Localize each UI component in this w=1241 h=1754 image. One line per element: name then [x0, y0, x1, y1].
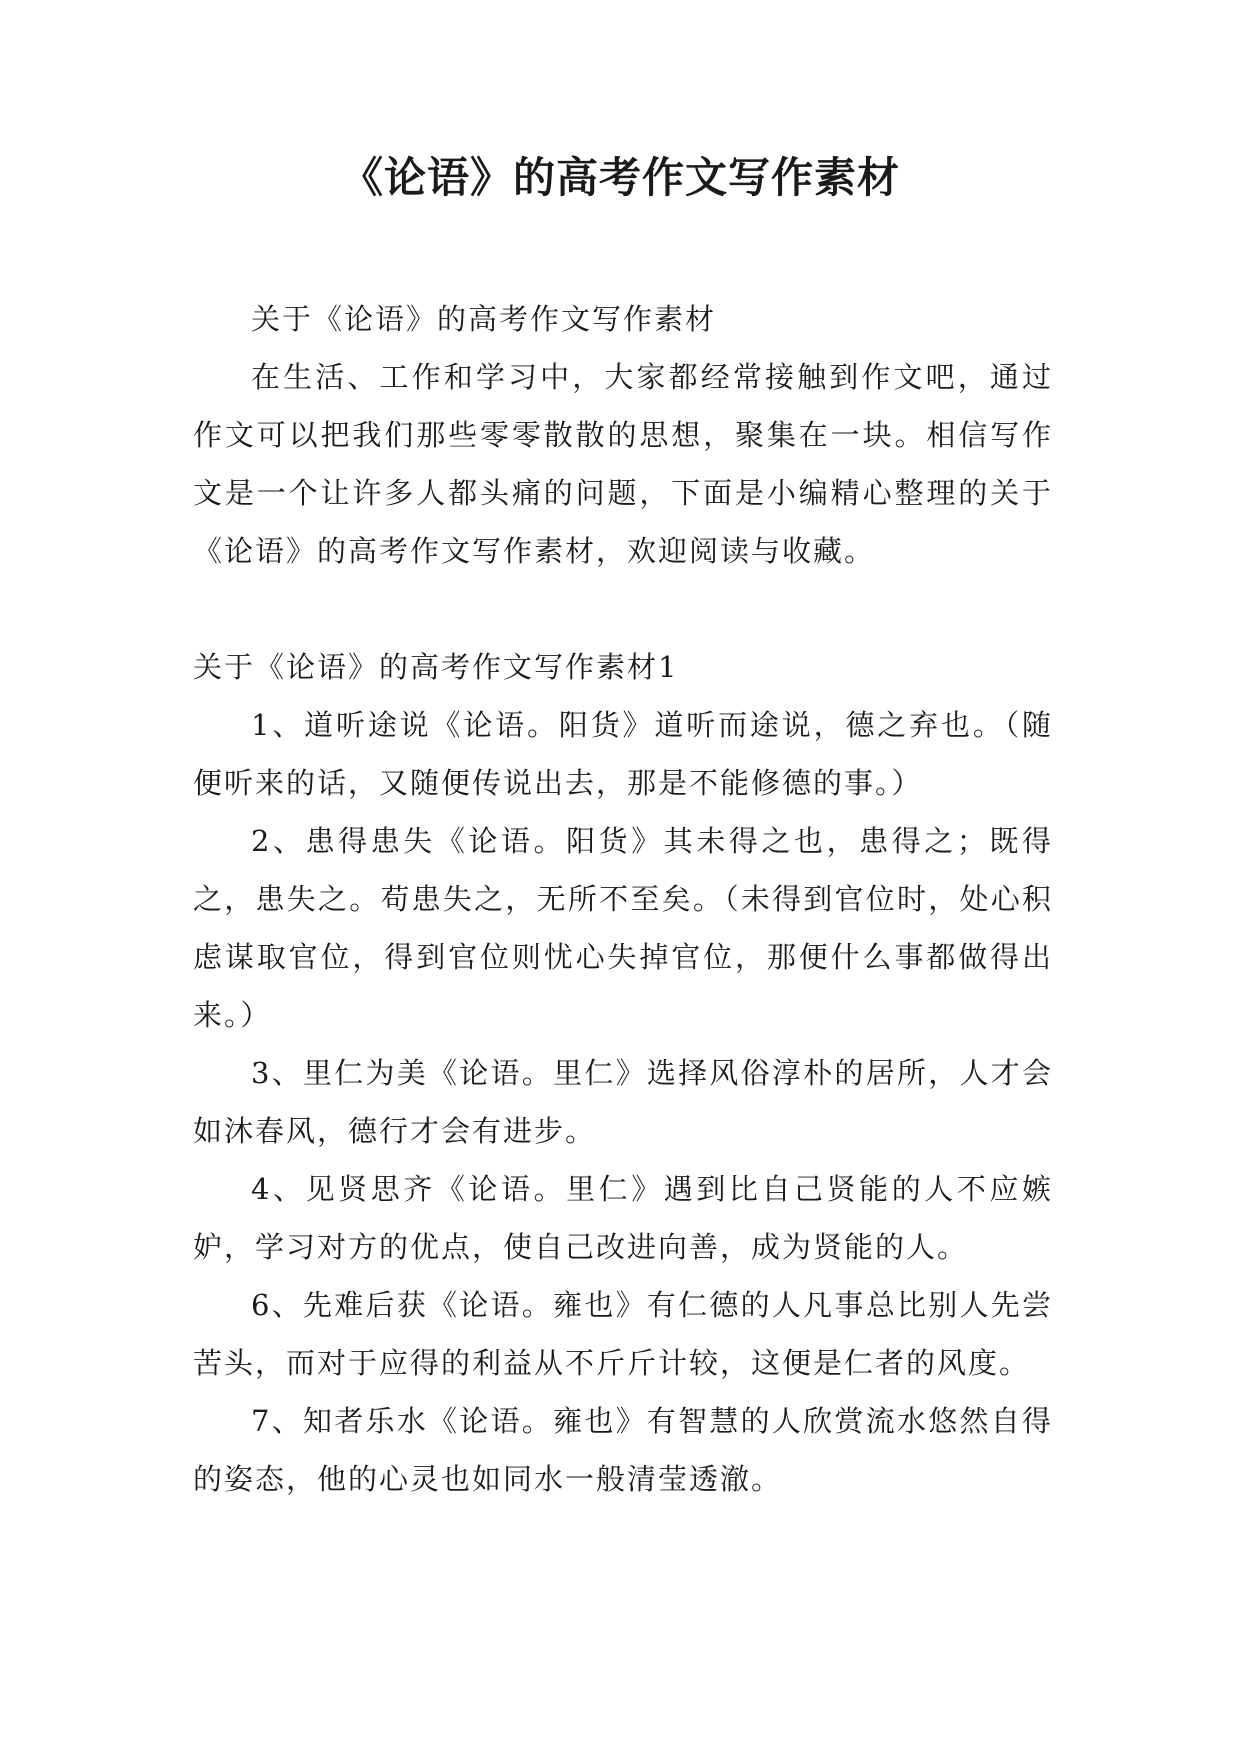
paragraph-spacer	[193, 580, 1053, 638]
list-item: 1、道听途说《论语。阳货》道听而途说，德之弃也。（随便听来的话，又随便传说出去，那是不能修德的事。）	[193, 708, 1053, 800]
subtitle-paragraph: 关于《论语》的高考作文写作素材	[251, 302, 717, 336]
section-heading: 关于《论语》的高考作文写作素材1	[193, 650, 679, 684]
list-item: 6、先难后获《论语。雍也》有仁德的人凡事总比别人先尝苦头，而对于应得的利益从不斤斤计较，这便是仁者的风度。	[193, 1288, 1053, 1380]
document-body	[193, 290, 1053, 1508]
intro-paragraph: 在生活、工作和学习中，大家都经常接触到作文吧，通过作文可以把我们那些零零散散的思想，聚集在一块。相信写作文是一个让许多人都头痛的问题，下面是小编精心整理的关于《论语》的高考作文写作素材，欢迎阅读与收藏。	[193, 360, 1053, 568]
document-title: 《论语》的高考作文写作素材	[340, 153, 900, 202]
list-item: 2、患得患失《论语。阳货》其未得之也，患得之；既得之，患失之。苟患失之，无所不至矣。（未得到官位时，处心积虑谋取官位，得到官位则忧心失掉官位，那便什么事都做得出来。）	[193, 824, 1053, 1032]
list-item: 4、见贤思齐《论语。里仁》遇到比自己贤能的人不应嫉妒，学习对方的优点，使自己改进向善，成为贤能的人。	[193, 1172, 1053, 1264]
list-item: 7、知者乐水《论语。雍也》有智慧的人欣赏流水悠然自得的姿态，他的心灵也如同水一般清莹透澈。	[193, 1404, 1053, 1496]
list-item: 3、里仁为美《论语。里仁》选择风俗淳朴的居所，人才会如沐春风，德行才会有进步。	[193, 1056, 1053, 1148]
